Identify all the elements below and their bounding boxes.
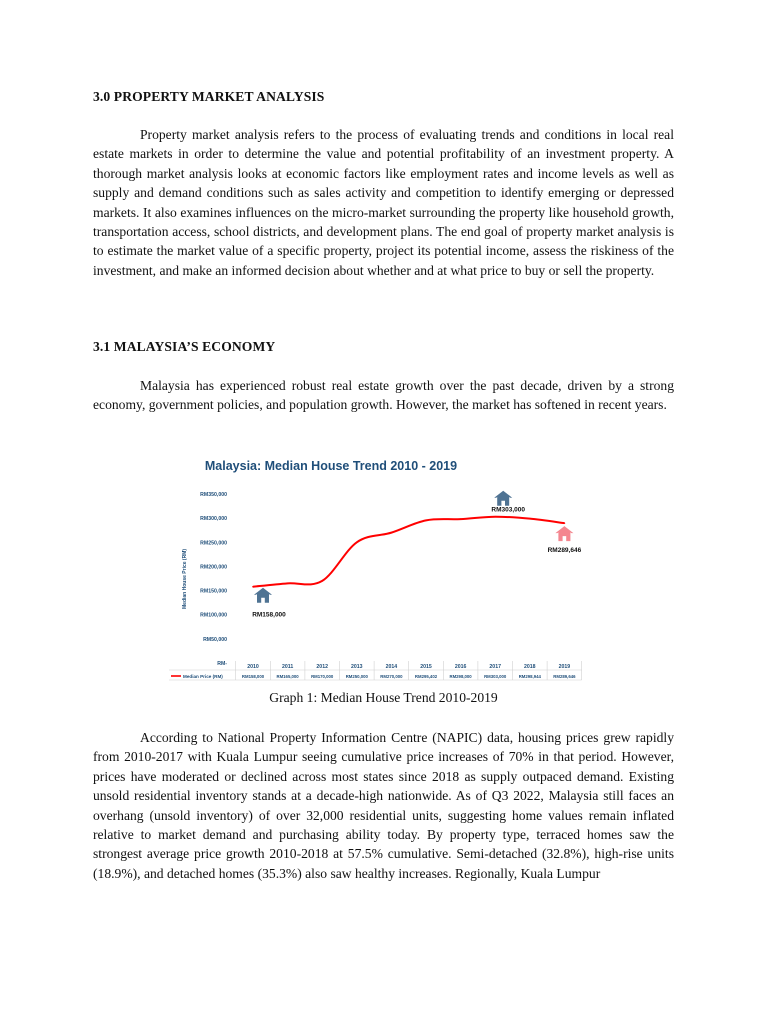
data-point [391, 532, 393, 534]
legend-label: Median Price (RM) [183, 674, 223, 679]
table-value-label: RM303,000 [484, 674, 507, 679]
paragraph-malaysia-economy: Malaysia has experienced robust real estate growth over the past decade, driven by a strong economy, government policies, and population growth. However, the market has softened in recent years. [93, 378, 674, 413]
table-value-label: RM298,944 [518, 674, 541, 679]
annotation-label: RM303,000 [491, 506, 526, 514]
x-tick-label: 2017 [489, 664, 501, 670]
data-point [460, 518, 462, 520]
x-tick-label: 2015 [420, 664, 432, 670]
y-axis-title: Median House Price (RM) [182, 548, 188, 610]
x-tick-label: 2014 [385, 664, 398, 670]
x-tick-label: 2013 [351, 664, 363, 670]
y-tick-label: RM150,000 [200, 588, 227, 595]
table-value-label: RM295,402 [414, 674, 438, 679]
chart-title: Malaysia: Median House Trend 2010 - 2019 [204, 459, 458, 473]
x-tick-label: 2016 [454, 664, 467, 670]
table-value-label: RM289,646 [553, 674, 576, 679]
annotation-label: RM158,000 [252, 611, 286, 619]
y-tick-label: RM50,000 [203, 636, 227, 643]
data-point [529, 518, 531, 520]
table-value-label: RM298,000 [449, 674, 472, 679]
chart-svg [77, 449, 585, 685]
x-tick-label: 2011 [281, 664, 294, 670]
x-tick-label: 2018 [524, 664, 536, 670]
data-point [287, 583, 289, 585]
x-tick-label: 2010 [247, 664, 259, 670]
table-value-label: RM158,000 [241, 674, 265, 679]
house-icon [254, 588, 272, 603]
annotation-label: RM289,646 [547, 547, 582, 555]
house-icon [494, 491, 512, 506]
x-tick-label: 2012 [316, 664, 328, 670]
y-tick-label: RM100,000 [200, 612, 227, 619]
table-value-label: RM250,000 [345, 674, 368, 679]
y-tick-label: RM- [217, 661, 227, 667]
section-heading-3-1: 3.1 MALAYSIA’S ECONOMY [93, 339, 276, 354]
median-house-chart [77, 449, 585, 685]
section-heading-3-0: 3.0 PROPERTY MARKET ANALYSIS [93, 89, 325, 104]
data-point [564, 522, 566, 524]
graph-caption: Graph 1: Median House Trend 2010-2019 [269, 690, 498, 705]
data-point [425, 520, 427, 522]
paragraph-property-market-analysis: Property market analysis refers to the process of evaluating trends and conditions in local real estate markets in order to determine the value and potential profitability of an investment property. A thorough market analysis looks at economic factors like employment rates and income levels as well as supply and demand conditions such as sales activity and competition to identify emerging or depressed markets. It also examines influences on the micro-market surrounding the property like household growth, transportation access, school districts, and development plans. The end goal of property market analysis is to estimate the market value of a specific property, project its potential income, assess the riskiness of the investment, and make an informed decision about whether and at what price to buy or sell the property. [93, 127, 674, 278]
house-icon [555, 526, 573, 541]
x-tick-label: 2019 [558, 664, 571, 670]
series-line-median-price [253, 517, 564, 587]
data-point [252, 586, 254, 588]
paragraph-napic-data: According to National Property Information Centre (NAPIC) data, housing prices grew rapidly from 2010-2017 with Kuala Lumpur seeing cumulative price increases of 70% in that period. However, prices have moderated or declined across most states since 2018 as supply outpaced demand. Existing unsold residential inventory stands at a decade-high nationwide. As of Q3 2022, Malaysia still faces an overhang (unsold inventory) of over 32,000 residential units, suggesting home values remain inflated relative to market demand and purchasing ability today. By property type, terraced homes saw the strongest average price growth 2010-2018 at 57.5% cumulative. Semi-detached (32.8%), high-rise units (18.9%), and detached homes (35.3%) also saw healthy increases. Regionally, Kuala Lumpur [93, 730, 674, 881]
table-value-label: RM165,000 [276, 674, 299, 679]
y-tick-label: RM200,000 [200, 564, 227, 571]
y-tick-label: RM350,000 [200, 492, 227, 498]
data-point [494, 516, 496, 518]
y-tick-label: RM250,000 [200, 540, 227, 547]
data-point [321, 580, 323, 582]
data-point [356, 541, 358, 543]
table-value-label: RM170,000 [311, 674, 334, 679]
table-value-label: RM270,000 [380, 674, 403, 679]
y-tick-label: RM300,000 [200, 516, 227, 523]
